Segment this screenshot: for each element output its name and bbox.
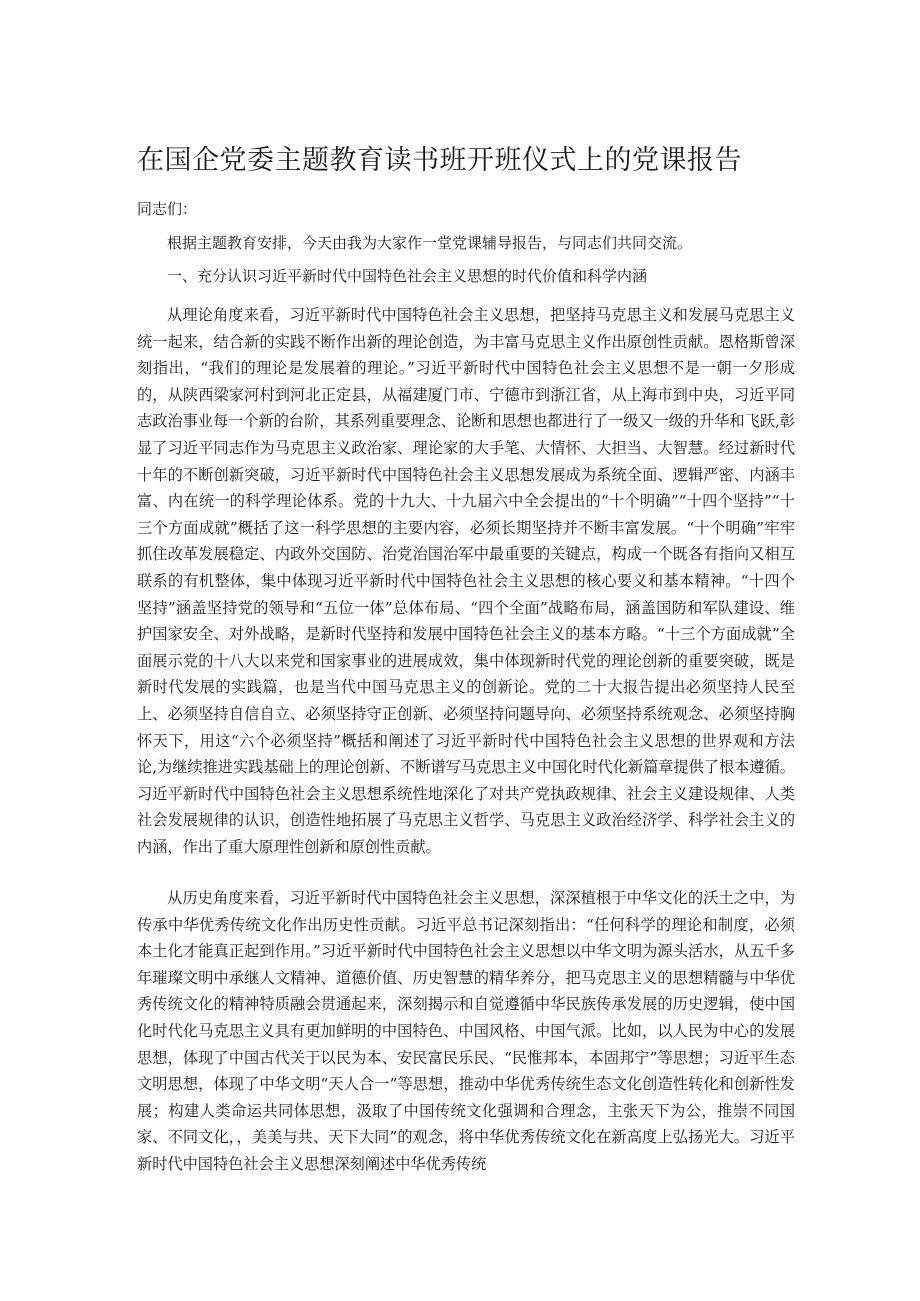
body-paragraph: 从理论角度来看，习近平新时代中国特色社会主义思想，把坚持马克思主义和发展马克思主义统一起来，结合新的实践不断作出新的理论创造，为丰富马克思主义作出原创性贡献。恩格斯曾深刻指出，“我们的理论是发展着的理论。”习近平新时代中国特色社会主义思想不是一朝一夕形成的，从陕西梁家河村到河北正定县，从福建厦门市、宁德市到浙江省，从上海市到中央，习近平同志政治事业每一个新的台阶，其系列重要理念、论断和思想也都进行了一级又一级的升华和飞跃,彰显了习近平同志作为马克思主义政治家、理论家的大手笔、大情怀、大担当、大智慧。经过新时代十年的不断创新突破，习近平新时代中国特色社会主义思想发展成为系统全面、逻辑严密、内涵丰富、内在统一的科学理论体系。党的十九大、十九届六中全会提出的“十个明确”“十四个坚持”“十三个方面成就”概括了这一科学思想的主要内容，必须长期坚持并不断丰富发展。“十个明确”牢牢抓住改革发展稳定、内政外交国防、治党治国治军中最重要的关键点，构成一个既各有指向又相互联系的有机整体，集中体现习近平新时代中国特色社会主义思想的核心要义和基本精神。“十四个坚持”涵盖坚持党的领导和“五位一体”总体布局、“四个全面”战略布局，涵盖国防和军队建设、维护国家安全、对外战略，是新时代坚持和发展中国特色社会主义的基本方略。“十三个方面成就”全面展示党的十八大以来党和国家事业的进展成效，集中体现新时代党的理论创新的重要突破，既是新时代发展的实践篇，也是当代中国马克思主义的创新论。党的二十大报告提出必须坚持人民至上、必须坚持自信自立、必须坚持守正创新、必须坚持问题导向、必须坚持系统观念、必须坚持胸怀天下，用这“六个必须坚持”概括和阐述了习近平新时代中国特色社会主义思想的世界观和方法论,为继续推进实践基础上的理论创新、不断谱写马克思主义中国化时代化新篇章提供了根本遵循。习近平新时代中国特色社会主义思想系统性地深化了对共产党执政规律、社会主义建设规律、人类社会发展规律的认识，创造性地拓展了马克思主义哲学、马克思主义政治经济学、科学社会主义的内涵，作出了重大原理性创新和原创性贡献。 [137,306,795,856]
body-paragraph: 从历史角度来看，习近平新时代中国特色社会主义思想，深深植根于中华文化的沃土之中，为传承中华优秀传统文化作出历史性贡献。习近平总书记深刻指出：“任何科学的理论和制度，必须本土化才能真正起到作用。”习近平新时代中国特色社会主义思想以中华文明为源头活水，从五千多年璀璨文明中承继人文精神、道德价值、历史智慧的精华养分，把马克思主义的思想精髓与中华优秀传统文化的精神特质融会贯通起来，深刻揭示和自觉遵循中华民族传承发展的历史逻辑，使中国化时代化马克思主义具有更加鲜明的中国特色、中国风格、中国气派。比如，以人民为中心的发展思想，体现了中国古代关于以民为本、安民富民乐民、“民惟邦本，本固邦宁”等思想；习近平生态文明思想，体现了中华文明“天人合一”等思想，推动中华优秀传统生态文化创造性转化和创新性发展；构建人类命运共同体思想，汲取了中国传统文化强调和合理念，主张天下为公，推崇不同国家、不同文化，，美美与共、天下大同”的观念，将中华优秀传统文化在新高度上弘扬光大。习近平新时代中国特色社会主义思想深刻阐述中华优秀传统 [137,889,795,1173]
salutation: 同志们： [137,200,198,218]
intro-paragraph: 根据主题教育安排，今天由我为大家作一堂党课辅导报告，与同志们共同交流。 [167,234,693,252]
document-title: 在国企党委主题教育读书班开班仪式上的党课报告 [137,145,742,176]
section-heading: 一、充分认识习近平新时代中国特色社会主义思想的时代价值和科学内涵 [167,267,648,285]
